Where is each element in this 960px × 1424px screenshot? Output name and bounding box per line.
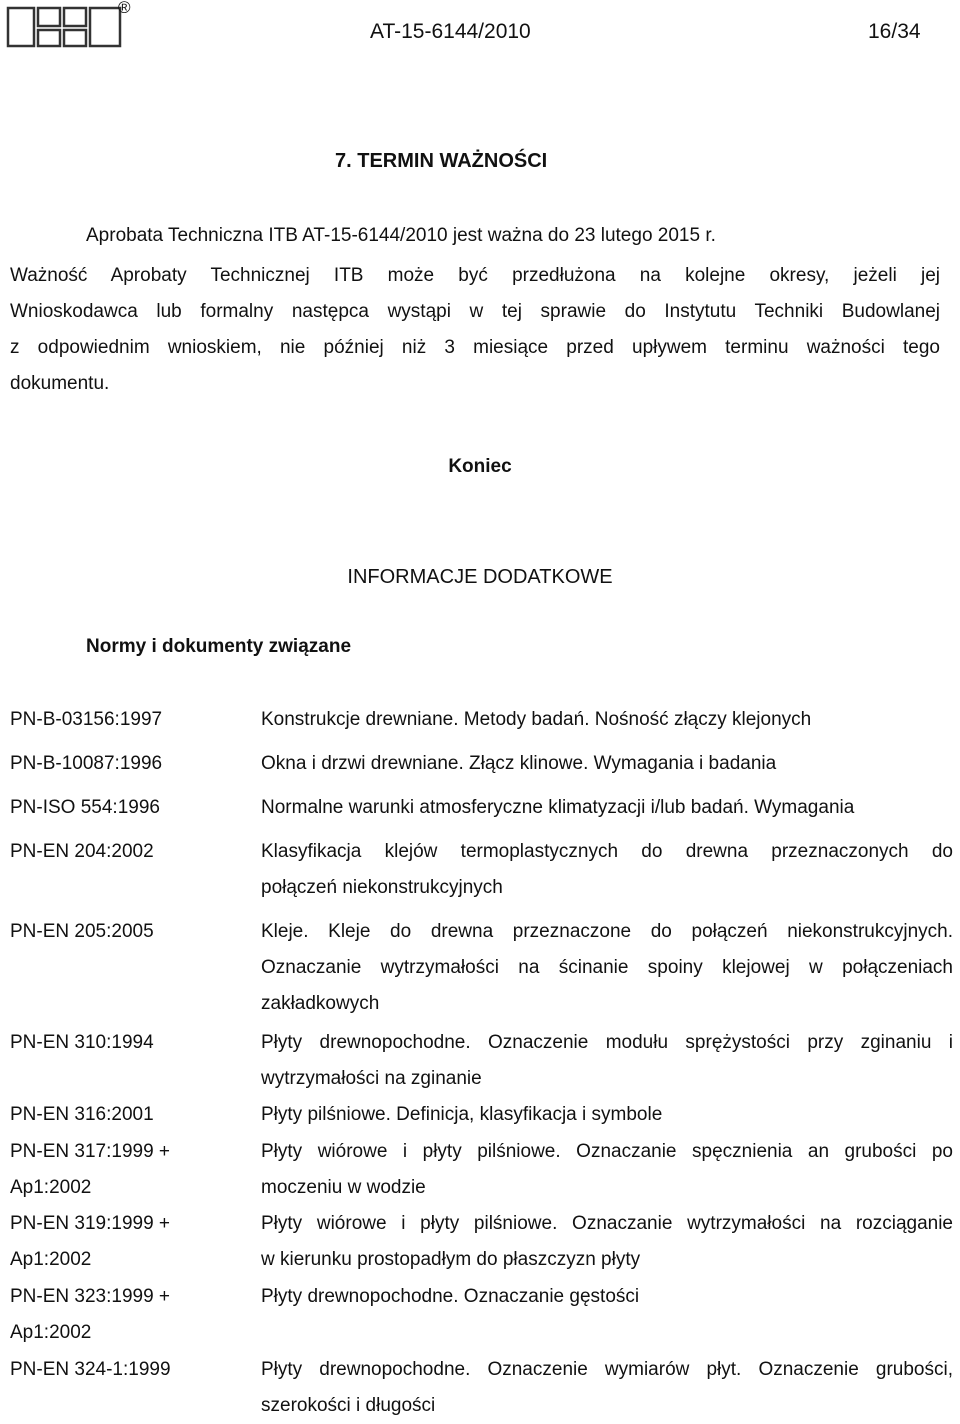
norm-description-line: moczeniu w wodzie	[261, 1177, 426, 1198]
info-title: INFORMACJE DODATKOWE	[347, 566, 613, 588]
document-id: AT-15-6144/2010	[370, 20, 531, 43]
page-header	[0, 0, 960, 55]
norm-code-line: PN-EN 205:2005	[10, 921, 154, 942]
validity-paragraph: Aprobata Techniczna ITB AT-15-6144/2010 jest ważna do 23 lutego 2015 r.	[86, 225, 716, 246]
norm-code-line: PN-EN 324-1:1999	[10, 1359, 171, 1380]
norm-description	[261, 746, 953, 782]
norm-code	[10, 1352, 171, 1388]
norm-description	[261, 1206, 953, 1278]
norm-description-line: Normalne warunki atmosferyczne klimatyzacji i/lub badań. Wymagania	[261, 797, 855, 818]
norm-description-line: Płyty drewnopochodne. Oznaczanie gęstości	[261, 1286, 640, 1307]
norm-description	[261, 702, 953, 738]
norm-code	[10, 1025, 154, 1061]
norm-description-line: Płyty drewnopochodne. Oznaczenie modułu sprężystości przy zginaniu i	[261, 1032, 953, 1053]
section-title: 7. TERMIN WAŻNOŚCI	[335, 150, 548, 172]
norm-description-line: Płyty drewnopochodne. Oznaczenie wymiarów płyt. Oznaczenie grubości,	[261, 1359, 953, 1380]
paragraph-line: z odpowiednim wnioskiem, nie później niż 3 miesiące przed upływem terminu ważności tego	[10, 337, 940, 358]
norm-description-line: połączeń niekonstrukcyjnych	[261, 877, 503, 898]
registered-mark: ®	[118, 0, 131, 17]
norm-code-line: Ap1:2002	[10, 1177, 92, 1198]
end-label: Koniec	[448, 456, 512, 477]
itb-logo	[6, 6, 124, 48]
norm-code-line: PN-B-10087:1996	[10, 753, 163, 774]
norm-code-line: PN-EN 316:2001	[10, 1104, 154, 1125]
norm-description-line: Klasyfikacja klejów termoplastycznych do drewna przeznaczonych do	[261, 841, 953, 862]
page-number: 16/34	[868, 20, 921, 43]
norm-code-line: Ap1:2002	[10, 1249, 92, 1270]
norm-description-line: szerokości i długości	[261, 1395, 436, 1416]
norm-description	[261, 834, 953, 906]
paragraph-line: Wnioskodawca lub formalny następca wystąpi w tej sprawie do Instytutu Techniki Budowlanej	[10, 301, 940, 322]
norm-code	[10, 1279, 170, 1351]
norm-description-line: zakładkowych	[261, 993, 380, 1014]
norm-code	[10, 1097, 154, 1133]
norm-code	[10, 1206, 170, 1278]
extension-paragraph	[10, 258, 940, 402]
norm-description-line: Płyty pilśniowe. Definicja, klasyfikacja i symbole	[261, 1104, 663, 1125]
norm-description-line: Oznaczanie wytrzymałości na ścinanie spoiny klejowej w połączeniach	[261, 957, 953, 978]
norm-description-line: Konstrukcje drewniane. Metody badań. Nośność złączy klejonych	[261, 709, 812, 730]
paragraph-line: dokumentu.	[10, 373, 110, 394]
paragraph-line: Ważność Aprobaty Technicznej ITB może być przedłużona na kolejne okresy, jeżeli jej	[10, 265, 940, 286]
norm-code	[10, 834, 154, 870]
norm-description-line: Płyty wiórowe i płyty pilśniowe. Oznaczanie wytrzymałości na rozciąganie	[261, 1213, 953, 1234]
norm-code-line: PN-EN 310:1994	[10, 1032, 154, 1053]
norms-title: Normy i dokumenty związane	[86, 636, 352, 657]
norm-description-line: w kierunku prostopadłym do płaszczyzn płyty	[261, 1249, 641, 1270]
norm-code	[10, 1134, 170, 1206]
norm-code-line: PN-ISO 554:1996	[10, 797, 160, 818]
norm-code-line: PN-EN 317:1999 +	[10, 1141, 171, 1162]
norm-description	[261, 1097, 953, 1133]
norm-code-line: PN-EN 204:2002	[10, 841, 154, 862]
norm-description	[261, 1279, 953, 1315]
norm-code	[10, 914, 154, 950]
norm-code-line: PN-EN 319:1999 +	[10, 1213, 171, 1234]
norm-description	[261, 790, 953, 826]
norm-description-line: Płyty wiórowe i płyty pilśniowe. Oznaczanie spęcznienia an grubości po	[261, 1141, 953, 1162]
norm-description	[261, 1025, 953, 1097]
norm-code	[10, 790, 160, 826]
norm-description	[261, 914, 953, 1022]
norm-code	[10, 746, 162, 782]
norm-code	[10, 702, 162, 738]
norm-description-line: Okna i drzwi drewniane. Złącz klinowe. Wymagania i badania	[261, 753, 777, 774]
norm-code-line: Ap1:2002	[10, 1322, 92, 1343]
norm-description	[261, 1134, 953, 1206]
norm-description-line: Kleje. Kleje do drewna przeznaczone do połączeń niekonstrukcyjnych.	[261, 921, 953, 942]
norm-code-line: PN-EN 323:1999 +	[10, 1286, 171, 1307]
norm-code-line: PN-B-03156:1997	[10, 709, 163, 730]
norm-description-line: wytrzymałości na zginanie	[261, 1068, 482, 1089]
norm-description	[261, 1352, 953, 1424]
